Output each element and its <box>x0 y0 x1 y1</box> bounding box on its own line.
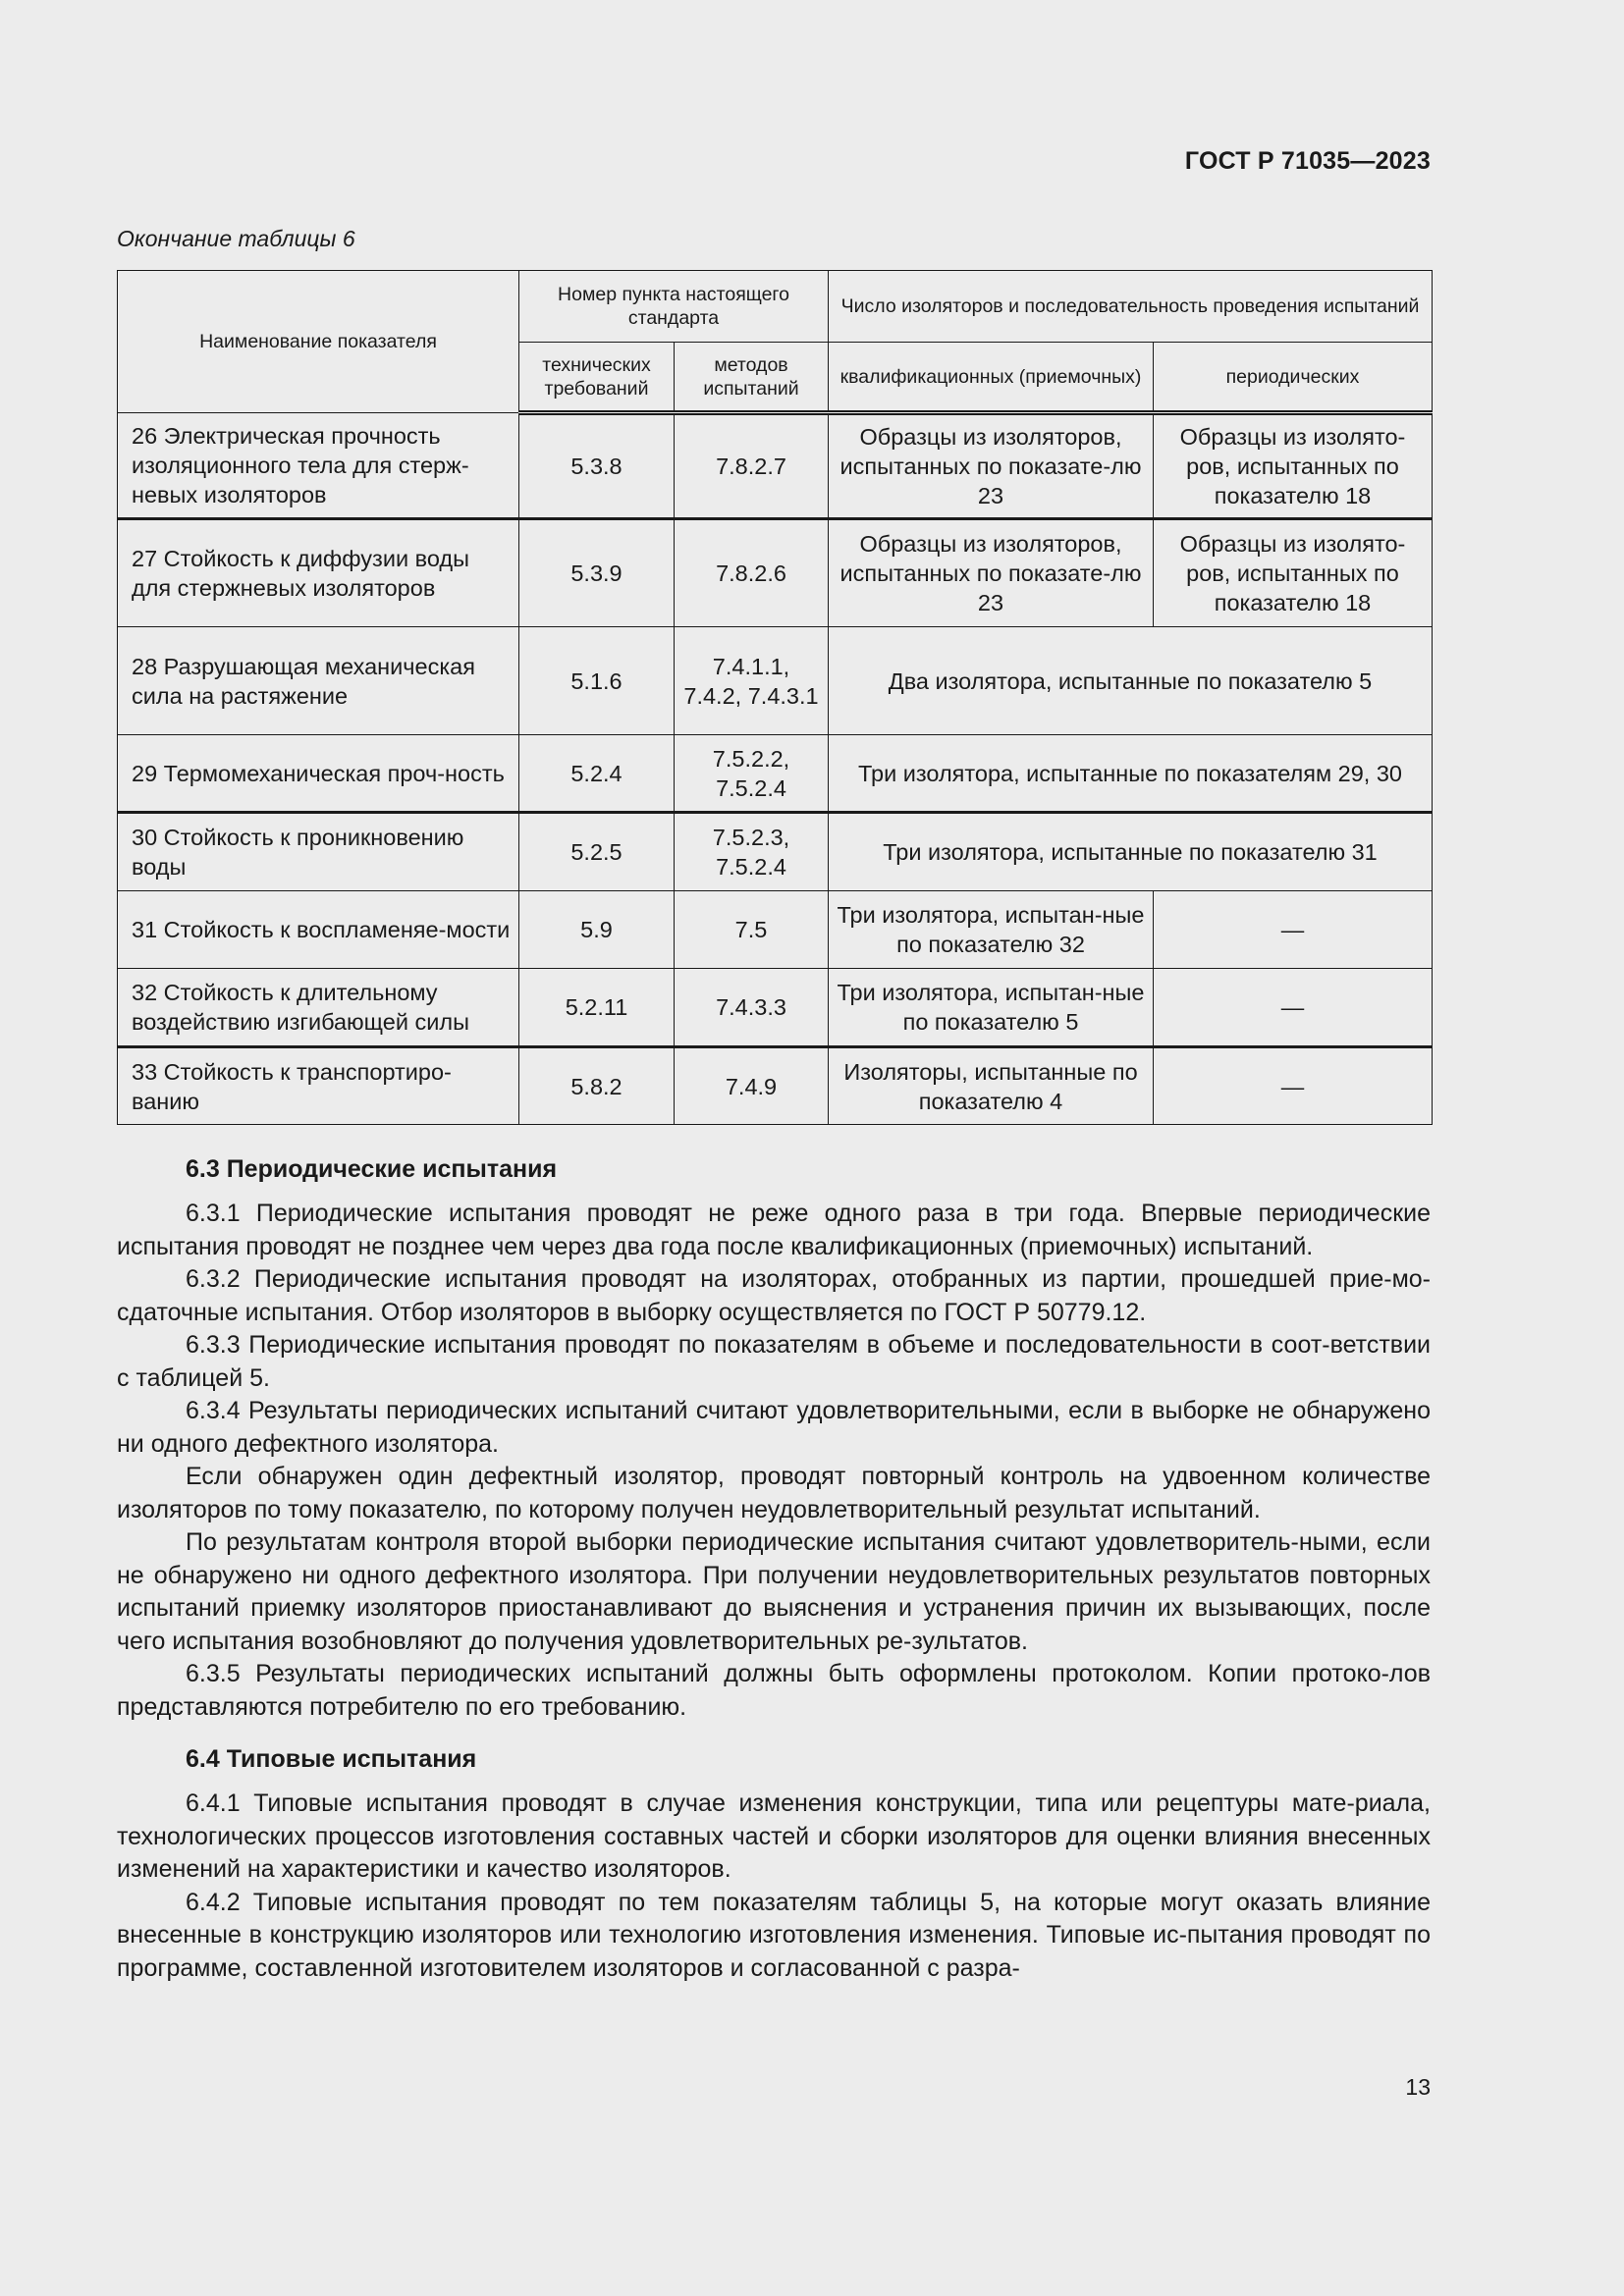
row-merged: Три изолятора, испытанные по показателям 29, 30 <box>829 735 1433 813</box>
row-tech: 5.1.6 <box>519 627 675 735</box>
paragraph-6-3-2: 6.3.2 Периодические испытания проводят на изоляторах, отобранных из партии, прошедшей прие-мо-сдаточные испытания. Отбор изоляторов в выборку осуществляется по ГОСТ Р 50779.12. <box>117 1265 1431 1326</box>
header-clause: Номер пункта настоящего стандарта <box>519 271 829 343</box>
row-tech: 5.3.9 <box>519 519 675 627</box>
row-name: 33 Стойкость к транспортиро-ванию <box>118 1047 519 1125</box>
paragraph-6-3-4-b: Если обнаружен один дефектный изолятор, проводят повторный контроль на удвоенном количестве изоляторов по тому показателю, по которому получен неудовлетворительный результат испытаний. <box>117 1463 1431 1523</box>
row-name: 29 Термомеханическая проч-ность <box>118 735 519 813</box>
table-row <box>118 519 1433 627</box>
row-methods: 7.5.2.2, 7.5.2.4 <box>675 735 829 813</box>
row-name: 28 Разрушающая механическая сила на растяжение <box>118 627 519 735</box>
row-tech: 5.2.11 <box>519 969 675 1047</box>
paragraph-6-3-3: 6.3.3 Периодические испытания проводят по показателям в объеме и последовательности в соот-ветствии с таблицей 5. <box>117 1331 1431 1392</box>
header-name: Наименование показателя <box>118 271 519 413</box>
paragraph-6-3-1: 6.3.1 Периодические испытания проводят не реже одного раза в три года. Впервые периодические испытания проводят не позднее чем через два года после квалификационных (приемочных) испытаний. <box>117 1200 1431 1260</box>
row-name: 30 Стойкость к проникновению воды <box>118 813 519 891</box>
row-qual: Три изолятора, испытан-ные по показателю 32 <box>829 891 1154 969</box>
table-caption: Окончание таблицы 6 <box>117 226 355 251</box>
row-periodic: Образцы из изолято-ров, испытанных по показателю 18 <box>1154 413 1433 519</box>
header-count: Число изоляторов и последовательность проведения испытаний <box>829 271 1433 343</box>
row-methods: 7.4.1.1, 7.4.2, 7.4.3.1 <box>675 627 829 735</box>
row-name: 27 Стойкость к диффузии воды для стержневых изоляторов <box>118 519 519 627</box>
table-row <box>118 413 1433 519</box>
row-name: 26 Электрическая прочность изоляционного тела для стерж-невых изоляторов <box>118 413 519 519</box>
header-qual: квалификационных (приемочных) <box>829 343 1154 413</box>
paragraph-6-3-4-c: По результатам контроля второй выборки периодические испытания считают удовлетворитель-ными, если не обнаружено ни одного дефектного изолятора. При получении неудовлетворительных результатов повторных испытаний приемку изоляторов приостанавливают до выяснения и устранения причин их вызывающих, после чего испытания возобновляют до получения удовлетворительных ре-зультатов. <box>117 1528 1431 1655</box>
tests-table <box>117 270 1433 1125</box>
header-methods: методов испытаний <box>675 343 829 413</box>
header-tech: технических требований <box>519 343 675 413</box>
header-periodic: периодических <box>1154 343 1433 413</box>
row-merged: Три изолятора, испытанные по показателю 31 <box>829 813 1433 891</box>
row-qual: Три изолятора, испытан-ные по показателю 5 <box>829 969 1154 1047</box>
table-row <box>118 969 1433 1047</box>
paragraph-6-3-4: 6.3.4 Результаты периодических испытаний считают удовлетворительными, если в выборке не обнаружено ни одного дефектного изолятора. <box>117 1397 1431 1458</box>
row-methods: 7.4.9 <box>675 1047 829 1125</box>
row-periodic: — <box>1154 969 1433 1047</box>
paragraph-6-4-1: 6.4.1 Типовые испытания проводят в случае изменения конструкции, типа или рецептуры мате-риала, технологических процессов изготовления составных частей и сборки изоляторов для оценки влияния внесенных изменений на характеристики и качество изоляторов. <box>117 1789 1431 1883</box>
row-methods: 7.8.2.7 <box>675 413 829 519</box>
row-periodic: — <box>1154 891 1433 969</box>
table-row <box>118 1047 1433 1125</box>
standard-number: ГОСТ Р 71035—2023 <box>1184 147 1431 175</box>
page-number: 13 <box>1405 2074 1431 2100</box>
table-row <box>118 735 1433 813</box>
paragraph-6-4-2: 6.4.2 Типовые испытания проводят по тем показателям таблицы 5, на которые могут оказать влияние внесенные в конструкцию изоляторов или технологию изготовления изменения. Типовые ис-пытания проводят по программе, составленной изготовителем изоляторов и согласованной с разра- <box>117 1888 1431 1982</box>
row-tech: 5.2.5 <box>519 813 675 891</box>
row-name: 32 Стойкость к длительному воздействию изгибающей силы <box>118 969 519 1047</box>
table-row <box>118 813 1433 891</box>
row-tech: 5.3.8 <box>519 413 675 519</box>
row-methods: 7.5.2.3, 7.5.2.4 <box>675 813 829 891</box>
row-qual: Изоляторы, испытанные по показателю 4 <box>829 1047 1154 1125</box>
section-title-6-4: 6.4 Типовые испытания <box>186 1745 477 1773</box>
row-methods: 7.4.3.3 <box>675 969 829 1047</box>
row-periodic: — <box>1154 1047 1433 1125</box>
body-text <box>117 1153 1431 1985</box>
row-name: 31 Стойкость к воспламеняе-мости <box>118 891 519 969</box>
row-merged: Два изолятора, испытанные по показателю 5 <box>829 627 1433 735</box>
row-periodic: Образцы из изолято-ров, испытанных по показателю 18 <box>1154 519 1433 627</box>
paragraph-6-3-5: 6.3.5 Результаты периодических испытаний должны быть оформлены протоколом. Копии протоко-лов представляются потребителю по его требованию. <box>117 1660 1431 1721</box>
row-qual: Образцы из изоляторов, испытанных по показате-лю 23 <box>829 413 1154 519</box>
row-methods: 7.5 <box>675 891 829 969</box>
row-tech: 5.8.2 <box>519 1047 675 1125</box>
table-row <box>118 627 1433 735</box>
row-tech: 5.9 <box>519 891 675 969</box>
row-qual: Образцы из изоляторов, испытанных по показате-лю 23 <box>829 519 1154 627</box>
row-tech: 5.2.4 <box>519 735 675 813</box>
section-title-6-3: 6.3 Периодические испытания <box>186 1155 558 1183</box>
row-methods: 7.8.2.6 <box>675 519 829 627</box>
table-row <box>118 891 1433 969</box>
